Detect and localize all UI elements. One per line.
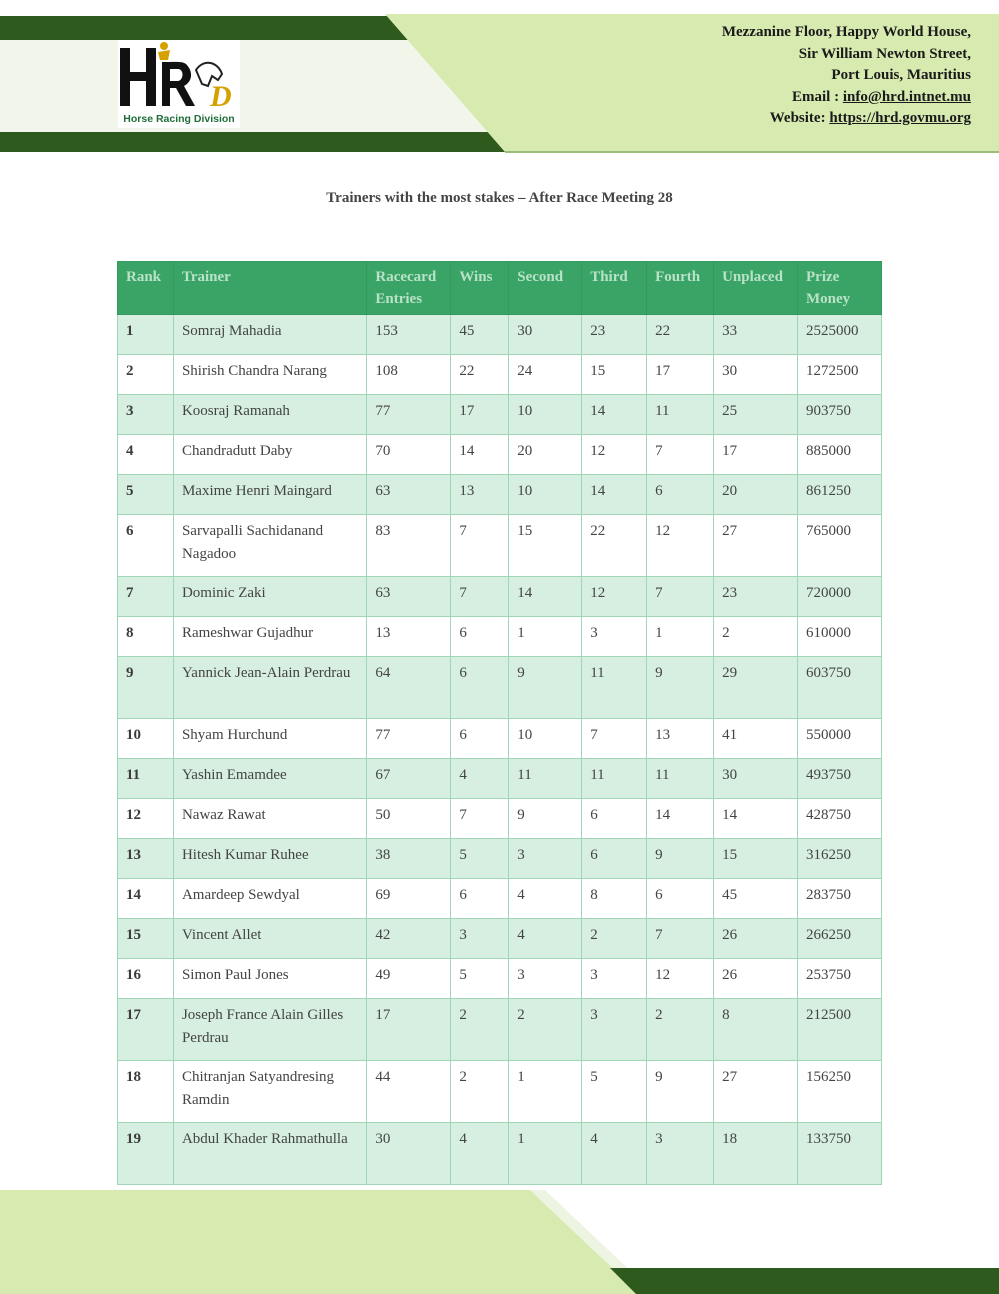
cell-prize-money: 765000 [798,515,882,577]
address-line-3: Port Louis, Mauritius [831,67,971,83]
cell-entries: 64 [367,657,451,719]
cell-second: 15 [509,515,582,577]
cell-third: 3 [582,959,647,999]
header-dark-band-bottom [0,132,520,152]
cell-third: 22 [582,515,647,577]
cell-entries: 108 [367,355,451,395]
email-link[interactable]: info@hrd.intnet.mu [842,88,971,105]
cell-prize-money: 428750 [798,799,882,839]
cell-unplaced: 45 [714,879,798,919]
cell-unplaced: 33 [714,315,798,355]
cell-prize-money: 133750 [798,1123,882,1185]
cell-second: 10 [509,395,582,435]
cell-third: 11 [582,657,647,719]
cell-entries: 44 [367,1061,451,1123]
cell-wins: 14 [451,435,509,475]
cell-trainer: Simon Paul Jones [173,959,366,999]
cell-trainer: Yashin Emamdee [173,759,366,799]
cell-trainer: Sarvapalli Sachidanand Nagadoo [173,515,366,577]
cell-prize-money: 253750 [798,959,882,999]
svg-text:D: D [210,80,232,113]
cell-rank: 6 [118,515,174,577]
cell-prize-money: 156250 [798,1061,882,1123]
cell-third: 23 [582,315,647,355]
cell-second: 1 [509,1123,582,1185]
cell-prize-money: 266250 [798,919,882,959]
cell-rank: 9 [118,657,174,719]
cell-unplaced: 20 [714,475,798,515]
cell-wins: 2 [451,999,509,1061]
table-row [118,959,882,999]
cell-trainer: Chitranjan Satyandresing Ramdin [173,1061,366,1123]
cell-trainer: Shirish Chandra Narang [173,355,366,395]
cell-entries: 17 [367,999,451,1061]
cell-trainer: Koosraj Ramanah [173,395,366,435]
header-unplaced: Unplaced [714,262,798,315]
cell-prize-money: 316250 [798,839,882,879]
cell-rank: 18 [118,1061,174,1123]
cell-second: 4 [509,919,582,959]
table-body [118,315,882,1185]
cell-prize-money: 903750 [798,395,882,435]
cell-rank: 19 [118,1123,174,1185]
email-label: Email : [792,88,843,105]
cell-wins: 4 [451,759,509,799]
cell-prize-money: 603750 [798,657,882,719]
cell-third: 12 [582,435,647,475]
cell-trainer: Nawaz Rawat [173,799,366,839]
cell-wins: 7 [451,577,509,617]
cell-unplaced: 23 [714,577,798,617]
cell-trainer: Abdul Khader Rahmathulla [173,1123,366,1185]
stakes-table [117,261,882,1185]
cell-unplaced: 30 [714,355,798,395]
cell-wins: 13 [451,475,509,515]
cell-fourth: 12 [647,515,714,577]
cell-second: 9 [509,657,582,719]
cell-prize-money: 861250 [798,475,882,515]
cell-third: 3 [582,617,647,657]
website-link[interactable]: https://hrd.govmu.org [829,110,971,126]
header-dark-band [0,16,420,40]
cell-third: 8 [582,879,647,919]
cell-second: 10 [509,475,582,515]
cell-wins: 5 [451,839,509,879]
cell-unplaced: 8 [714,999,798,1061]
cell-wins: 45 [451,315,509,355]
table-row [118,999,882,1061]
cell-rank: 8 [118,617,174,657]
header-wins: Wins [451,262,509,315]
cell-rank: 11 [118,759,174,799]
table-row [118,577,882,617]
cell-prize-money: 283750 [798,879,882,919]
cell-rank: 16 [118,959,174,999]
cell-unplaced: 41 [714,719,798,759]
cell-prize-money: 610000 [798,617,882,657]
cell-fourth: 7 [647,577,714,617]
address-block [722,22,971,130]
cell-second: 3 [509,959,582,999]
cell-rank: 1 [118,315,174,355]
cell-trainer: Amardeep Sewdyal [173,879,366,919]
cell-third: 2 [582,919,647,959]
table-header-row [118,262,882,315]
cell-unplaced: 15 [714,839,798,879]
cell-fourth: 9 [647,1061,714,1123]
cell-rank: 10 [118,719,174,759]
cell-wins: 6 [451,657,509,719]
cell-fourth: 6 [647,475,714,515]
cell-wins: 6 [451,879,509,919]
cell-third: 14 [582,475,647,515]
cell-entries: 42 [367,919,451,959]
cell-fourth: 22 [647,315,714,355]
cell-prize-money: 2525000 [798,315,882,355]
cell-second: 11 [509,759,582,799]
cell-second: 1 [509,1061,582,1123]
cell-third: 6 [582,839,647,879]
cell-wins: 17 [451,395,509,435]
cell-trainer: Shyam Hurchund [173,719,366,759]
cell-fourth: 9 [647,657,714,719]
cell-entries: 77 [367,395,451,435]
header-third: Third [582,262,647,315]
cell-prize-money: 212500 [798,999,882,1061]
cell-third: 15 [582,355,647,395]
header-second: Second [509,262,582,315]
cell-fourth: 6 [647,879,714,919]
cell-second: 24 [509,355,582,395]
cell-rank: 3 [118,395,174,435]
address-line-2: Sir William Newton Street, [798,45,971,62]
cell-second: 30 [509,315,582,355]
table-row [118,475,882,515]
table-row [118,799,882,839]
table-row [118,879,882,919]
header-entries: Racecard Entries [367,262,451,315]
cell-trainer: Dominic Zaki [173,577,366,617]
cell-entries: 63 [367,577,451,617]
cell-wins: 7 [451,799,509,839]
cell-unplaced: 25 [714,395,798,435]
header-rank: Rank [118,262,174,315]
table-row [118,315,882,355]
cell-wins: 6 [451,719,509,759]
cell-trainer: Vincent Allet [173,919,366,959]
table-row [118,1123,882,1185]
cell-entries: 30 [367,1123,451,1185]
table-row [118,617,882,657]
cell-rank: 4 [118,435,174,475]
cell-prize-money: 493750 [798,759,882,799]
cell-prize-money: 1272500 [798,355,882,395]
cell-fourth: 12 [647,959,714,999]
cell-rank: 2 [118,355,174,395]
table-row [118,355,882,395]
cell-wins: 6 [451,617,509,657]
cell-second: 14 [509,577,582,617]
cell-wins: 7 [451,515,509,577]
table-row [118,759,882,799]
cell-third: 14 [582,395,647,435]
header-trainer: Trainer [173,262,366,315]
cell-entries: 38 [367,839,451,879]
table-row [118,719,882,759]
cell-rank: 5 [118,475,174,515]
cell-entries: 63 [367,475,451,515]
cell-trainer: Somraj Mahadia [173,315,366,355]
header-fourth: Fourth [647,262,714,315]
cell-second: 3 [509,839,582,879]
cell-unplaced: 2 [714,617,798,657]
address-line-1: Mezzanine Floor, Happy World House, [721,24,971,40]
cell-fourth: 11 [647,759,714,799]
cell-unplaced: 27 [714,1061,798,1123]
cell-entries: 50 [367,799,451,839]
cell-fourth: 11 [647,395,714,435]
table-row [118,839,882,879]
table-row [118,1061,882,1123]
cell-unplaced: 26 [714,959,798,999]
cell-entries: 69 [367,879,451,919]
cell-second: 2 [509,999,582,1061]
cell-fourth: 3 [647,1123,714,1185]
cell-trainer: Yannick Jean-Alain Perdrau [173,657,366,719]
cell-wins: 3 [451,919,509,959]
cell-entries: 67 [367,759,451,799]
cell-wins: 2 [451,1061,509,1123]
cell-entries: 70 [367,435,451,475]
cell-fourth: 17 [647,355,714,395]
cell-second: 20 [509,435,582,475]
cell-second: 10 [509,719,582,759]
cell-entries: 83 [367,515,451,577]
header-prize-money: Prize Money [798,262,882,315]
cell-rank: 7 [118,577,174,617]
cell-fourth: 2 [647,999,714,1061]
cell-rank: 17 [118,999,174,1061]
cell-unplaced: 14 [714,799,798,839]
cell-prize-money: 550000 [798,719,882,759]
cell-rank: 13 [118,839,174,879]
cell-trainer: Chandradutt Daby [173,435,366,475]
cell-fourth: 1 [647,617,714,657]
cell-unplaced: 17 [714,435,798,475]
cell-trainer: Hitesh Kumar Ruhee [173,839,366,879]
cell-third: 5 [582,1061,647,1123]
cell-fourth: 13 [647,719,714,759]
cell-third: 12 [582,577,647,617]
website-line [722,108,971,130]
cell-wins: 5 [451,959,509,999]
website-label: Website: [769,110,830,126]
cell-third: 4 [582,1123,647,1185]
cell-wins: 4 [451,1123,509,1185]
page-title: Trainers with the most stakes – After Race Meeting 28 [326,190,673,206]
cell-second: 1 [509,617,582,657]
cell-unplaced: 29 [714,657,798,719]
cell-fourth: 9 [647,839,714,879]
cell-rank: 12 [118,799,174,839]
cell-unplaced: 26 [714,919,798,959]
cell-trainer: Maxime Henri Maingard [173,475,366,515]
cell-entries: 77 [367,719,451,759]
footer-dark-band [610,1268,999,1294]
logo-caption: Horse Racing Division [123,113,235,125]
cell-fourth: 14 [647,799,714,839]
cell-trainer: Joseph France Alain Gilles Perdrau [173,999,366,1061]
cell-fourth: 7 [647,435,714,475]
email-line [722,87,971,109]
cell-entries: 13 [367,617,451,657]
cell-prize-money: 885000 [798,435,882,475]
cell-third: 3 [582,999,647,1061]
table-row [118,515,882,577]
cell-wins: 22 [451,355,509,395]
table-row [118,395,882,435]
cell-rank: 14 [118,879,174,919]
cell-entries: 49 [367,959,451,999]
cell-rank: 15 [118,919,174,959]
cell-third: 7 [582,719,647,759]
table-row [118,435,882,475]
cell-second: 4 [509,879,582,919]
cell-unplaced: 18 [714,1123,798,1185]
cell-trainer: Rameshwar Gujadhur [173,617,366,657]
footer-green-panel [0,1190,640,1294]
table-row [118,657,882,719]
cell-prize-money: 720000 [798,577,882,617]
cell-fourth: 7 [647,919,714,959]
table-row [118,919,882,959]
cell-unplaced: 27 [714,515,798,577]
cell-second: 9 [509,799,582,839]
cell-third: 6 [582,799,647,839]
cell-entries: 153 [367,315,451,355]
cell-third: 11 [582,759,647,799]
cell-unplaced: 30 [714,759,798,799]
